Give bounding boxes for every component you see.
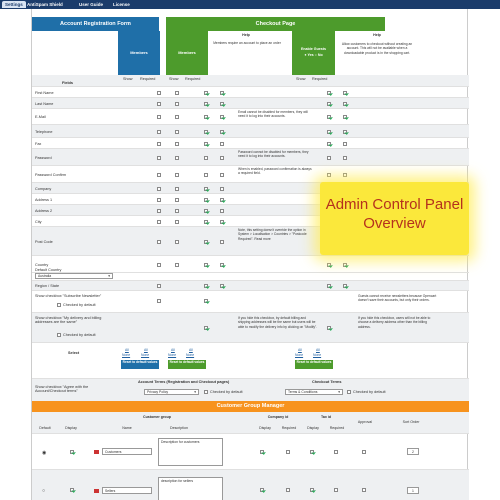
delivery-checked-checkbox[interactable] (57, 333, 61, 337)
field-label: Address 1 (35, 197, 53, 202)
tab-user-guide[interactable]: User Guide (79, 2, 104, 7)
cgm-tax-required-checkbox[interactable] (334, 488, 338, 492)
guests-required-checkbox[interactable] (343, 115, 347, 119)
delivery-checked-label: Checked by default (63, 333, 96, 337)
cgm-name-input[interactable]: Sellers (102, 487, 152, 494)
guests-show-checkbox[interactable] (327, 142, 331, 146)
cgm-col-description: Description (170, 426, 188, 430)
field-help-text: Password cannot be disabled for members, they need it to log into their accounts. (238, 150, 309, 159)
guests-reset-button[interactable]: Reset to default values (295, 360, 333, 369)
cgm-default-radio[interactable]: ○ (42, 488, 46, 494)
account-required-checkbox[interactable] (175, 130, 179, 134)
members-show-checkbox[interactable] (204, 130, 208, 134)
guests-all-required-link[interactable]: All (316, 348, 320, 352)
members-show-checkbox[interactable] (204, 220, 208, 224)
account-all-link[interactable]: All (125, 348, 129, 352)
members-required-checkbox[interactable] (220, 130, 224, 134)
checkout-terms-select[interactable] (285, 389, 343, 395)
field-help-text: Note, this setting doesn't override the option in System > Localisation > Countries > "Postcode Required". Read more (238, 228, 307, 241)
default-country-row (32, 267, 469, 281)
cgm-col-company-display: Display (259, 426, 271, 430)
field-label: Address 2 (35, 208, 53, 213)
members-none-required-link[interactable]: None (186, 353, 195, 357)
account-terms-header: Account Terms (Registration and Checkout pages) (138, 380, 230, 384)
cgm-company-display-checkbox[interactable] (260, 488, 264, 492)
members-reset-button[interactable]: Reset to default values (168, 360, 206, 369)
field-label: Company (35, 186, 52, 191)
account-registration-header: Account Registration Form (32, 17, 159, 31)
account-required-checkbox[interactable] (175, 173, 179, 177)
guests-show-checkbox[interactable] (327, 130, 331, 134)
top-navigation-bar (0, 0, 500, 9)
customer-group-manager-header: Customer Group Manager (32, 401, 469, 412)
members-required-checkbox[interactable] (220, 187, 224, 191)
account-required-checkbox[interactable] (175, 209, 179, 213)
guests-show-checkbox[interactable] (327, 115, 331, 119)
cgm-col-default: Default (39, 426, 51, 430)
members-help-text: Members require an account to place an order (213, 41, 281, 45)
cgm-row-sellers (32, 470, 469, 500)
guests-all-link[interactable]: All (298, 348, 302, 352)
cgm-display-checkbox[interactable] (70, 488, 74, 492)
account-terms-value: Privacy Policy (147, 390, 169, 394)
select-row (32, 343, 469, 379)
guests-required-header: Required (312, 77, 328, 81)
members-none-link[interactable]: None (168, 353, 177, 357)
delivery-members-checkbox[interactable] (204, 326, 208, 330)
field-row (32, 149, 469, 166)
newsletter-checked-checkbox[interactable] (57, 303, 61, 307)
field-row (32, 166, 469, 183)
members-required-checkbox[interactable] (220, 91, 224, 95)
cgm-col-sort-order: Sort Order (402, 420, 420, 424)
account-show-checkbox[interactable] (157, 220, 161, 224)
guests-show-checkbox[interactable] (327, 173, 331, 177)
guests-show-header: Show (296, 77, 306, 81)
region-label: Region / State (35, 284, 60, 288)
guest-no-radio[interactable]: ○ (314, 53, 318, 57)
members-all-link[interactable]: All (171, 348, 175, 352)
account-required-checkbox[interactable] (175, 102, 179, 106)
cgm-company-required-checkbox[interactable] (286, 450, 290, 454)
members-required-checkbox[interactable] (220, 240, 224, 244)
default-country-select[interactable] (35, 273, 113, 279)
members-show-checkbox[interactable] (204, 209, 208, 213)
tab-antispam-shield[interactable]: AntiSpam Shield (27, 2, 63, 7)
cgm-customer-group-header: Customer group (143, 415, 171, 419)
checkout-terms-checked-label: Checked by default (353, 390, 386, 394)
cgm-company-required-checkbox[interactable] (286, 488, 290, 492)
members-required-checkbox[interactable] (220, 198, 224, 202)
checkout-members-header: Members (166, 31, 208, 75)
region-guests-show-checkbox[interactable] (327, 284, 331, 288)
cgm-col-tax-display: Display (307, 426, 319, 430)
checkout-terms-value: Terms & Conditions (288, 390, 318, 394)
checkout-terms-checked-checkbox[interactable] (347, 390, 351, 394)
cgm-tax-display-checkbox[interactable] (310, 450, 314, 454)
chevron-down-icon: ▾ (108, 274, 110, 278)
cgm-name-input[interactable]: Customers (102, 448, 152, 455)
guests-required-checkbox[interactable] (343, 142, 347, 146)
cgm-col-approval: Approval (357, 420, 373, 424)
field-row (32, 109, 469, 125)
guests-required-checkbox[interactable] (343, 156, 347, 160)
field-label: Password Confirm (35, 172, 67, 177)
guests-show-checkbox[interactable] (327, 156, 331, 160)
members-show-checkbox[interactable] (204, 240, 208, 244)
account-show-checkbox[interactable] (157, 198, 161, 202)
members-show-checkbox[interactable] (204, 198, 208, 202)
account-required-checkbox[interactable] (175, 142, 179, 146)
account-required-header: Required (140, 77, 156, 81)
cgm-display-checkbox[interactable] (70, 450, 74, 454)
field-label: Last Name (35, 101, 54, 106)
cgm-tax-id-header: Tax id (320, 415, 332, 419)
cgm-tax-required-checkbox[interactable] (334, 450, 338, 454)
members-show-checkbox[interactable] (204, 173, 208, 177)
region-members-required-checkbox[interactable] (220, 284, 224, 288)
account-required-checkbox[interactable] (175, 263, 179, 267)
newsletter-label: Show checkbox "Subscribe Newsletter" (35, 294, 102, 298)
members-all-required-link[interactable]: All (189, 348, 193, 352)
account-none-link[interactable]: None (122, 353, 131, 357)
guest-yes-label: Yes (307, 53, 314, 57)
cgm-sort-order-input[interactable]: 1 (407, 487, 419, 494)
delivery-members-help: If you hide this checkbox, by default billing and shipping addresses will be the same but users will be able to modify the delivery info by clicking on "Modify". (238, 316, 318, 329)
guest-toggle[interactable] (292, 53, 335, 57)
column-header-row (32, 75, 469, 87)
members-show-checkbox[interactable] (204, 91, 208, 95)
members-required-header: Required (185, 77, 201, 81)
newsletter-guests-help: Guests cannot receive newsletters because Opencart doesn't save their accounts, but only their orders. (358, 294, 437, 303)
members-required-checkbox[interactable] (220, 220, 224, 224)
members-required-checkbox[interactable] (220, 173, 224, 177)
account-required-checkbox[interactable] (175, 220, 179, 224)
checkout-terms-header: Checkout Terms (312, 380, 342, 384)
flag-icon (94, 489, 99, 493)
guests-show-checkbox[interactable] (327, 263, 331, 267)
chevron-down-icon: ▾ (338, 390, 340, 394)
members-show-checkbox[interactable] (204, 142, 208, 146)
members-show-checkbox[interactable] (204, 263, 208, 267)
cgm-col-tax-required: Required (329, 426, 345, 430)
guests-required-checkbox[interactable] (343, 263, 347, 267)
delivery-row (32, 313, 469, 343)
guests-none-required-link[interactable]: None (313, 353, 322, 357)
members-required-checkbox[interactable] (220, 102, 224, 106)
account-show-checkbox[interactable] (157, 91, 161, 95)
guest-no-label: No (317, 53, 323, 57)
field-row (32, 138, 469, 149)
region-row (32, 281, 469, 291)
members-show-checkbox[interactable] (204, 156, 208, 160)
account-reset-button[interactable]: Reset to default values (121, 360, 159, 369)
cgm-description-textarea[interactable]: description for sellers (158, 477, 223, 500)
chevron-down-icon: ▾ (194, 390, 196, 394)
account-show-checkbox[interactable] (157, 173, 161, 177)
account-terms-checked-checkbox[interactable] (204, 390, 208, 394)
field-label: Fax (35, 141, 42, 146)
guests-required-checkbox[interactable] (343, 91, 347, 95)
overview-callout (320, 182, 469, 255)
default-country-value: Australia (38, 274, 52, 278)
members-required-checkbox[interactable] (220, 115, 224, 119)
cgm-description-textarea[interactable]: Description for customers (158, 438, 223, 466)
enable-guests-label: Enable Guests (301, 47, 326, 51)
members-show-header: Show (169, 77, 179, 81)
cgm-company-display-checkbox[interactable] (260, 450, 264, 454)
account-required-checkbox[interactable] (175, 198, 179, 202)
cgm-approval-checkbox[interactable] (362, 450, 366, 454)
members-required-checkbox[interactable] (220, 209, 224, 213)
members-show-checkbox[interactable] (204, 187, 208, 191)
guests-show-checkbox[interactable] (327, 91, 331, 95)
region-account-show-checkbox[interactable] (157, 284, 161, 288)
account-required-checkbox[interactable] (175, 91, 179, 95)
guests-required-checkbox[interactable] (343, 102, 347, 106)
account-required-checkbox[interactable] (175, 187, 179, 191)
enable-guests-header (292, 31, 335, 75)
field-label: E-Mail (35, 115, 46, 119)
members-required-checkbox[interactable] (220, 263, 224, 267)
tab-settings[interactable]: Settings (2, 1, 26, 8)
field-label: Country (35, 262, 49, 267)
terms-label: Show checkbox "Agree with the Account/Checkout terms" (35, 385, 89, 394)
newsletter-account-checkbox[interactable] (157, 299, 161, 303)
delivery-guests-checkbox[interactable] (327, 326, 331, 330)
guests-help-header: Help (373, 33, 381, 37)
account-terms-checked-label: Checked by default (210, 390, 243, 394)
guests-help-text: Allow customers to checkout without creating an account. This will not be available when a downloadable product is in the shopping cart. (341, 42, 413, 55)
delivery-guests-help: If you hide this checkbox, users will not be able to choose a delivery address other than the billing address. (358, 316, 431, 329)
members-required-checkbox[interactable] (220, 156, 224, 160)
field-label: Telephone (35, 129, 53, 134)
newsletter-checked-label: Checked by default (63, 303, 96, 307)
account-show-checkbox[interactable] (157, 187, 161, 191)
cgm-row-customers (32, 434, 469, 470)
field-label: City (35, 219, 42, 224)
account-show-header: Show (123, 77, 133, 81)
account-show-checkbox[interactable] (157, 102, 161, 106)
account-show-checkbox[interactable] (157, 156, 161, 160)
select-label: Select (68, 351, 80, 355)
account-required-checkbox[interactable] (175, 240, 179, 244)
newsletter-row (32, 291, 469, 313)
account-show-checkbox[interactable] (157, 130, 161, 134)
account-terms-select[interactable] (144, 389, 199, 395)
callout-title-line2: Overview (363, 215, 426, 232)
field-label: Post Code (35, 239, 53, 244)
account-show-checkbox[interactable] (157, 209, 161, 213)
account-members-header: Members (118, 31, 160, 75)
members-show-checkbox[interactable] (204, 115, 208, 119)
cgm-col-name: Name (122, 426, 132, 430)
checkout-page-header: Checkout Page (166, 17, 385, 31)
account-show-checkbox[interactable] (157, 115, 161, 119)
members-help-header: Help (242, 33, 250, 37)
fields-header: Fields (62, 81, 73, 85)
field-label: First Name (35, 90, 54, 95)
callout-title-line1: Admin Control Panel (325, 196, 464, 213)
tab-license[interactable]: License (113, 2, 130, 7)
cgm-company-id-header: Company id (267, 415, 289, 419)
account-required-checkbox[interactable] (175, 115, 179, 119)
field-help-text: When is enabled, password confirmation is always a required field. (238, 167, 312, 176)
field-label: Password (35, 155, 52, 160)
account-show-checkbox[interactable] (157, 263, 161, 267)
region-members-show-checkbox[interactable] (204, 284, 208, 288)
account-none-required-link[interactable]: None (141, 353, 150, 357)
account-all-required-link[interactable]: All (144, 348, 148, 352)
cgm-col-display: Display (65, 426, 77, 430)
guests-required-checkbox[interactable] (343, 130, 347, 134)
account-required-checkbox[interactable] (175, 156, 179, 160)
field-row (32, 98, 469, 109)
flag-icon (94, 450, 99, 454)
guests-required-checkbox[interactable] (343, 173, 347, 177)
cgm-approval-checkbox[interactable] (362, 488, 366, 492)
region-guests-required-checkbox[interactable] (343, 284, 347, 288)
default-country-label: Default Country (35, 268, 62, 272)
guests-show-checkbox[interactable] (327, 102, 331, 106)
field-row (32, 87, 469, 98)
cgm-column-header-row (32, 412, 469, 434)
account-show-checkbox[interactable] (157, 240, 161, 244)
account-show-checkbox[interactable] (157, 142, 161, 146)
guest-yes-radio[interactable]: ● (304, 53, 308, 57)
cgm-default-radio[interactable]: ◉ (42, 450, 47, 456)
cgm-tax-display-checkbox[interactable] (310, 488, 314, 492)
guests-none-link[interactable]: None (295, 353, 304, 357)
members-required-checkbox[interactable] (220, 142, 224, 146)
cgm-col-company-required: Required (281, 426, 297, 430)
cgm-sort-order-input[interactable]: 2 (407, 448, 419, 455)
delivery-label: Show checkbox "My delivery and billing addresses are the same" (35, 316, 102, 325)
field-row (32, 125, 469, 138)
newsletter-members-checkbox[interactable] (204, 299, 208, 303)
members-show-checkbox[interactable] (204, 102, 208, 106)
field-help-text: Email cannot be disabled for members, they will need it to log into their accounts. (238, 110, 308, 119)
